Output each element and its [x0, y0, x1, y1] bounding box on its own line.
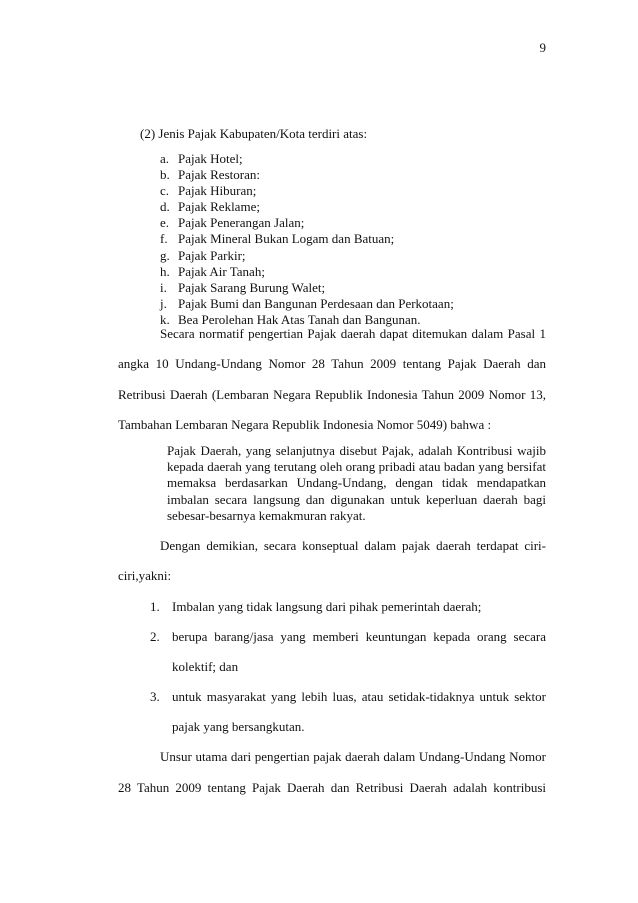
tax-type-list	[160, 151, 454, 328]
paragraph-line: Unsur utama dari pengertian pajak daerah dalam Undang-Undang Nomor	[160, 749, 546, 764]
paragraph-line: ciri,yakni:	[118, 568, 172, 583]
numbered-marker: 3.	[150, 689, 160, 704]
numbered-item-text: untuk masyarakat yang lebih luas, atau setidak-tidaknya untuk sektor	[172, 689, 546, 704]
numbered-item-continuation: kolektif; dan	[172, 659, 239, 674]
paragraph-line: Dengan demikian, secara konseptual dalam pajak daerah terdapat ciri-	[160, 538, 546, 553]
paragraph-line: Secara normatif pengertian Pajak daerah dapat ditemukan dalam Pasal 1	[160, 326, 546, 341]
paragraph-line: Tambahan Lembaran Negara Republik Indonesia Nomor 5049) bahwa :	[118, 417, 492, 432]
list-item	[160, 280, 454, 296]
list-marker: j.	[160, 295, 167, 311]
paragraph-line: 28 Tahun 2009 tentang Pajak Daerah dan Retribusi Daerah adalah kontribusi	[118, 780, 546, 795]
list-item-text: Pajak Air Tanah;	[178, 263, 265, 279]
list-heading: (2) Jenis Pajak Kabupaten/Kota terdiri atas:	[140, 126, 368, 141]
list-item	[160, 167, 454, 183]
list-item-text: Pajak Parkir;	[178, 247, 246, 263]
paragraph-line: angka 10 Undang-Undang Nomor 28 Tahun 2009 tentang Pajak Daerah dan	[118, 356, 546, 371]
list-item	[160, 151, 454, 167]
list-item	[160, 199, 454, 215]
list-item-text: Pajak Restoran:	[178, 167, 260, 183]
list-item-text: Bea Perolehan Hak Atas Tanah dan Bangunan.	[178, 311, 421, 327]
list-marker: g.	[160, 247, 170, 263]
list-item	[160, 296, 454, 312]
paragraph-line: Retribusi Daerah (Lembaran Negara Republik Indonesia Tahun 2009 Nomor 13,	[118, 387, 546, 402]
list-marker: e.	[160, 215, 170, 231]
list-marker: a.	[160, 151, 170, 166]
numbered-marker: 2.	[150, 629, 160, 644]
list-item	[160, 183, 454, 199]
numbered-item-text: Imbalan yang tidak langsung dari pihak pemerintah daerah;	[172, 599, 482, 614]
list-item-text: Pajak Sarang Burung Walet;	[178, 279, 326, 295]
list-item-text: Pajak Mineral Bukan Logam dan Batuan;	[178, 231, 395, 247]
list-item	[160, 264, 454, 280]
list-item-text: Pajak Hotel;	[178, 151, 243, 166]
list-item	[160, 215, 454, 231]
list-item-text: Pajak Bumi dan Bangunan Perdesaan dan Perkotaan;	[178, 295, 454, 311]
list-marker: b.	[160, 167, 170, 183]
list-item	[160, 231, 454, 247]
numbered-marker: 1.	[150, 599, 160, 614]
list-item-text: Pajak Reklame;	[178, 199, 260, 215]
list-marker: k.	[160, 311, 170, 327]
list-marker: i.	[160, 279, 167, 295]
list-item	[160, 248, 454, 264]
block-quote: Pajak Daerah, yang selanjutnya disebut Pajak, adalah Kontribusi wajib kepada daerah yang terutang oleh orang pribadi atau badan yang bersifat memaksa berdasarkan Undang-Undang, dengan tidak mendapatkan imbalan secara langsung dan digunakan untuk keperluan daerah bagi sebesar-besarnya kemakmuran rakyat.	[167, 443, 546, 523]
list-marker: f.	[160, 231, 168, 247]
list-marker: h.	[160, 263, 170, 279]
list-item-text: Pajak Penerangan Jalan;	[178, 215, 305, 231]
numbered-item-continuation: pajak yang bersangkutan.	[172, 719, 305, 734]
list-marker: d.	[160, 199, 170, 215]
page-number: 9	[539, 40, 546, 55]
numbered-item-text: berupa barang/jasa yang memberi keuntungan kepada orang secara	[172, 629, 546, 644]
list-marker: c.	[160, 183, 170, 199]
list-item-text: Pajak Hiburan;	[178, 183, 257, 199]
